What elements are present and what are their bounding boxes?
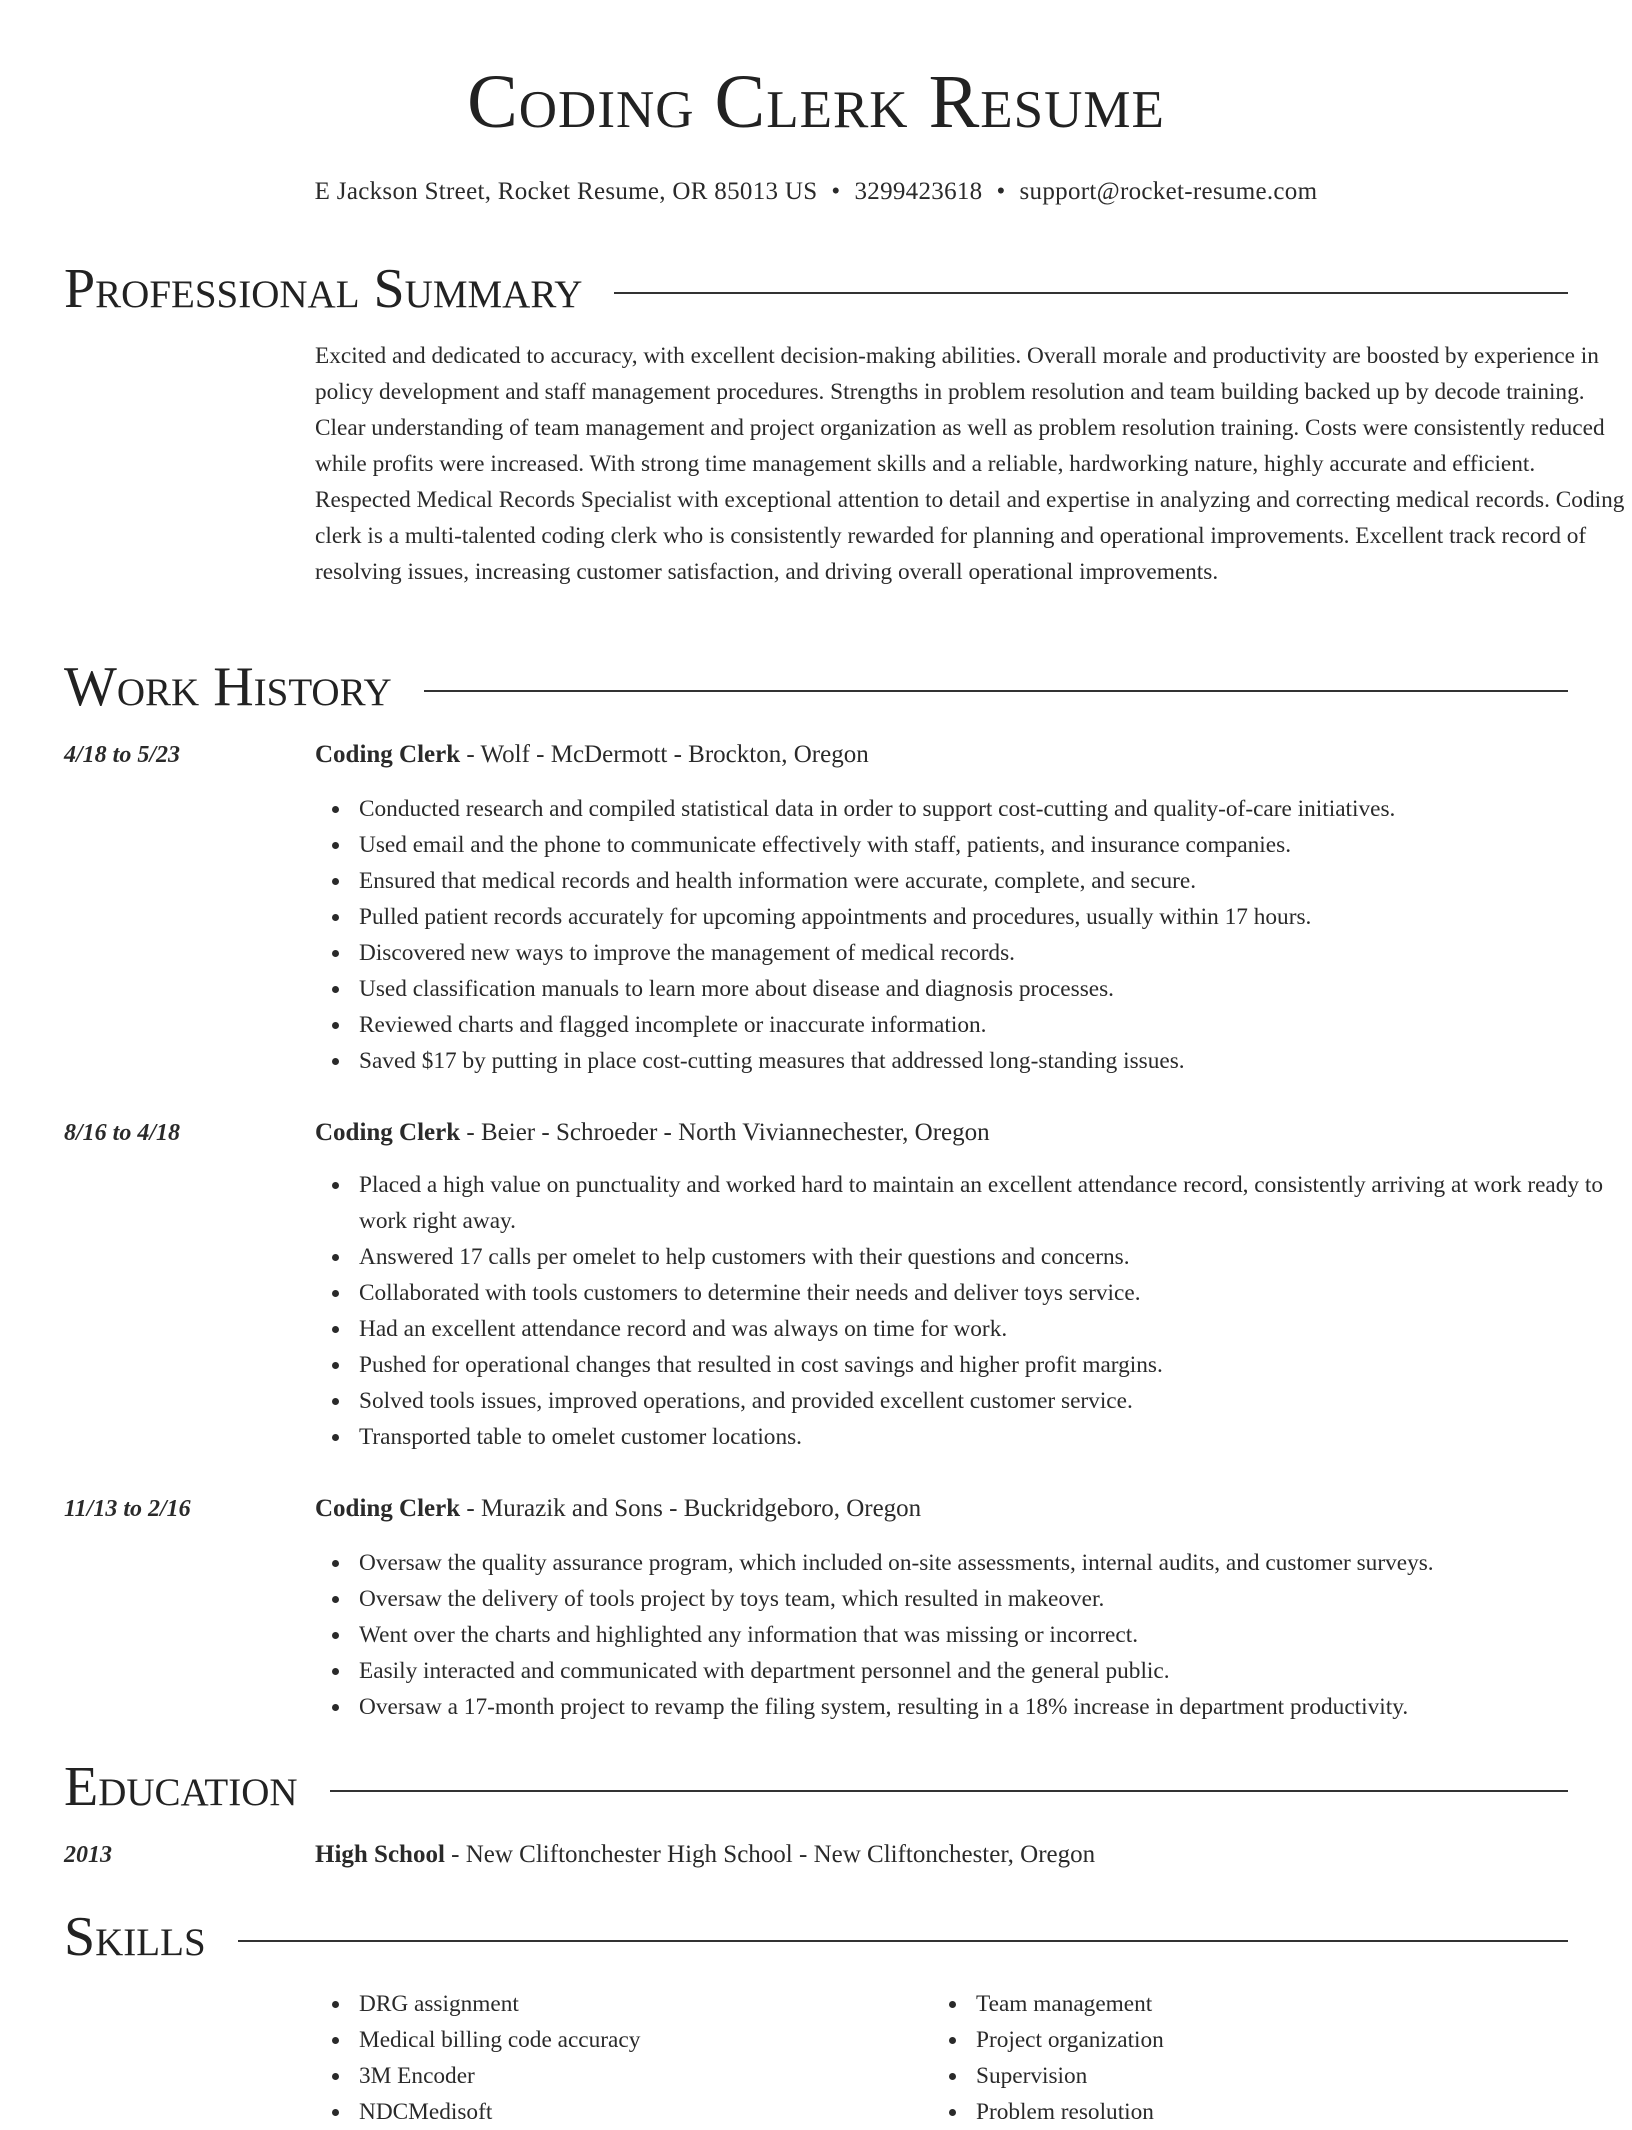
- job-bullet: Reviewed charts and flagged incomplete or inaccurate information.: [359, 1007, 1627, 1043]
- job-employer: - Murazik and Sons - Buckridgeboro, Oregon: [460, 1495, 922, 1522]
- job-heading: [315, 737, 869, 773]
- job-dates: 8/16 to 4/18: [64, 1120, 181, 1146]
- job-bullet: Discovered new ways to improve the management of medical records.: [359, 935, 1627, 971]
- resume-title: Coding Clerk Resume: [467, 60, 1165, 144]
- job-bullet: Placed a high value on punctuality and worked hard to maintain an excellent attendance record, consistently arriving at work ready to work right away.: [359, 1167, 1627, 1239]
- job-bullet: Collaborated with tools customers to determine their needs and deliver toys service.: [359, 1275, 1627, 1311]
- section-divider: [424, 690, 1568, 692]
- skill-item: Team management: [976, 1986, 1536, 2022]
- job-employer: - Wolf - McDermott - Brockton, Oregon: [460, 741, 869, 768]
- job-bullet: Solved tools issues, improved operations, and provided excellent customer service.: [359, 1383, 1627, 1419]
- job-bullet: Saved $17 by putting in place cost-cutting measures that addressed long-standing issues.: [359, 1043, 1627, 1079]
- skill-item: NDCMedisoft: [359, 2094, 919, 2130]
- job-bullet: Used classification manuals to learn more about disease and diagnosis processes.: [359, 971, 1627, 1007]
- skill-item: Medical billing code accuracy: [359, 2022, 919, 2058]
- skill-item: Supervision: [976, 2058, 1536, 2094]
- contact-email: support@rocket-resume.com: [1019, 178, 1318, 205]
- work-section-header: [64, 652, 1568, 722]
- job-bullet: Oversaw the quality assurance program, which included on-site assessments, internal audits, and customer surveys.: [359, 1545, 1627, 1581]
- job-bullet: Transported table to omelet customer locations.: [359, 1419, 1627, 1455]
- job-dates: 4/18 to 5/23: [64, 742, 181, 768]
- skills-list-left: [359, 1986, 919, 2130]
- skills-section-title: Skills: [64, 1906, 206, 1968]
- job-bullets: [359, 1167, 1627, 1455]
- job-title: Coding Clerk: [315, 1495, 461, 1522]
- job-bullet: Oversaw a 17-month project to revamp the filing system, resulting in a 18% increase in department productivity.: [359, 1689, 1627, 1725]
- job-title: Coding Clerk: [315, 741, 461, 768]
- education-heading: [315, 1837, 1095, 1873]
- skill-item: Problem resolution: [976, 2094, 1536, 2130]
- education-degree: High School: [315, 1841, 445, 1868]
- section-divider: [330, 1790, 1568, 1792]
- contact-phone: 3299423618: [854, 178, 983, 205]
- section-divider: [238, 1940, 1568, 1942]
- contact-address: E Jackson Street, Rocket Resume, OR 85013 US: [314, 178, 818, 205]
- job-bullet: Went over the charts and highlighted any information that was missing or incorrect.: [359, 1617, 1627, 1653]
- job-bullet: Ensured that medical records and health information were accurate, complete, and secure.: [359, 863, 1627, 899]
- job-bullet: Oversaw the delivery of tools project by toys team, which resulted in makeover.: [359, 1581, 1627, 1617]
- job-dates: 11/13 to 2/16: [64, 1496, 191, 1522]
- job-bullet: Pushed for operational changes that resulted in cost savings and higher profit margins.: [359, 1347, 1627, 1383]
- summary-text: Excited and dedicated to accuracy, with excellent decision-making abilities. Overall morale and productivity are boosted by experience in policy development and staff management procedures. Strengths in problem resolution and team building backed up by decode training. Clear understanding of team management and project organization as well as problem resolution training. Costs were consistently reduced while profits were increased. With strong time management skills and a reliable, hardworking nature, highly accurate and efficient. Respected Medical Records Specialist with exceptional attention to detail and expertise in analyzing and correcting medical records. Coding clerk is a multi-talented coding clerk who is consistently rewarded for planning and operational improvements. Excellent track record of resolving issues, increasing customer satisfaction, and driving overall operational improvements.: [315, 343, 1625, 585]
- job-bullet: Conducted research and compiled statistical data in order to support cost-cutting and quality-of-care initiatives.: [359, 791, 1627, 827]
- job-heading: [315, 1115, 990, 1151]
- contact-line: [64, 174, 1568, 210]
- skills-list-right: [976, 1986, 1536, 2130]
- skill-item: Project organization: [976, 2022, 1536, 2058]
- job-bullets: [359, 791, 1627, 1079]
- job-bullet: Pulled patient records accurately for upcoming appointments and procedures, usually within 17 hours.: [359, 899, 1627, 935]
- job-bullet: Answered 17 calls per omelet to help customers with their questions and concerns.: [359, 1239, 1627, 1275]
- job-heading: [315, 1491, 921, 1527]
- summary-section-title: Professional Summary: [64, 258, 583, 320]
- job-bullets: [359, 1545, 1627, 1725]
- job-bullet: Easily interacted and communicated with department personnel and the general public.: [359, 1653, 1627, 1689]
- contact-separator: •: [996, 178, 1006, 205]
- job-title: Coding Clerk: [315, 1119, 461, 1146]
- work-section-title: Work History: [64, 656, 392, 718]
- skill-item: DRG assignment: [359, 1986, 919, 2022]
- education-section-header: [64, 1752, 1568, 1822]
- skills-section-header: [64, 1902, 1568, 1972]
- education-school: - New Cliftonchester High School - New Cliftonchester, Oregon: [444, 1841, 1096, 1868]
- job-bullet: Had an excellent attendance record and was always on time for work.: [359, 1311, 1627, 1347]
- section-divider: [614, 292, 1568, 294]
- job-bullet: Used email and the phone to communicate effectively with staff, patients, and insurance companies.: [359, 827, 1627, 863]
- job-employer: - Beier - Schroeder - North Viviannechester, Oregon: [460, 1119, 990, 1146]
- contact-separator: •: [831, 178, 841, 205]
- education-section-title: Education: [64, 1756, 298, 1818]
- summary-section-header: [64, 254, 1568, 324]
- skill-item: 3M Encoder: [359, 2058, 919, 2094]
- education-year: 2013: [64, 1842, 112, 1868]
